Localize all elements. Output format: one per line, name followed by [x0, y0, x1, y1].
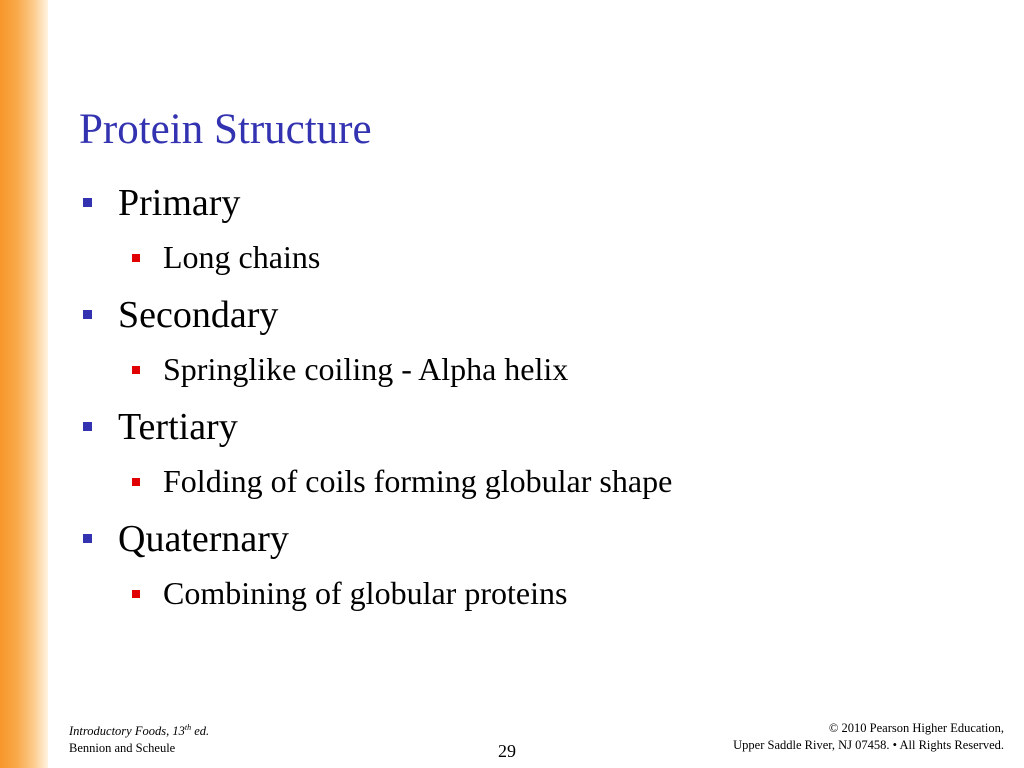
- bullet-label: Tertiary: [118, 406, 238, 448]
- square-bullet-icon: [83, 534, 92, 543]
- sub-bullet-label: Long chains: [163, 239, 321, 275]
- square-bullet-icon: [83, 422, 92, 431]
- square-bullet-icon: [132, 366, 140, 374]
- sub-bullet-label: Folding of coils forming globular shape: [163, 463, 673, 499]
- copyright-line-1: © 2010 Pearson Higher Education,: [828, 721, 1004, 735]
- bullet-label: Secondary: [118, 294, 279, 336]
- bullet-label: Quaternary: [118, 518, 289, 560]
- footer-book-title: Introductory Foods, 13th ed.: [69, 722, 210, 738]
- square-bullet-icon: [83, 198, 92, 207]
- footer-book-info: [69, 723, 209, 757]
- page-number: 29: [498, 741, 516, 761]
- square-bullet-icon: [132, 254, 140, 262]
- sub-bullet-label: Combining of globular proteins: [163, 575, 568, 611]
- copyright-line-2: Upper Saddle River, NJ 07458. • All Rights Reserved.: [733, 738, 1004, 752]
- slide-title: Protein Structure: [79, 106, 372, 153]
- square-bullet-icon: [83, 310, 92, 319]
- bullet-label: Primary: [118, 182, 241, 224]
- square-bullet-icon: [132, 590, 140, 598]
- sub-bullet-label: Springlike coiling - Alpha helix: [163, 351, 569, 387]
- footer-authors: Bennion and Scheule: [69, 741, 176, 755]
- square-bullet-icon: [132, 478, 140, 486]
- footer-copyright: [733, 720, 1004, 754]
